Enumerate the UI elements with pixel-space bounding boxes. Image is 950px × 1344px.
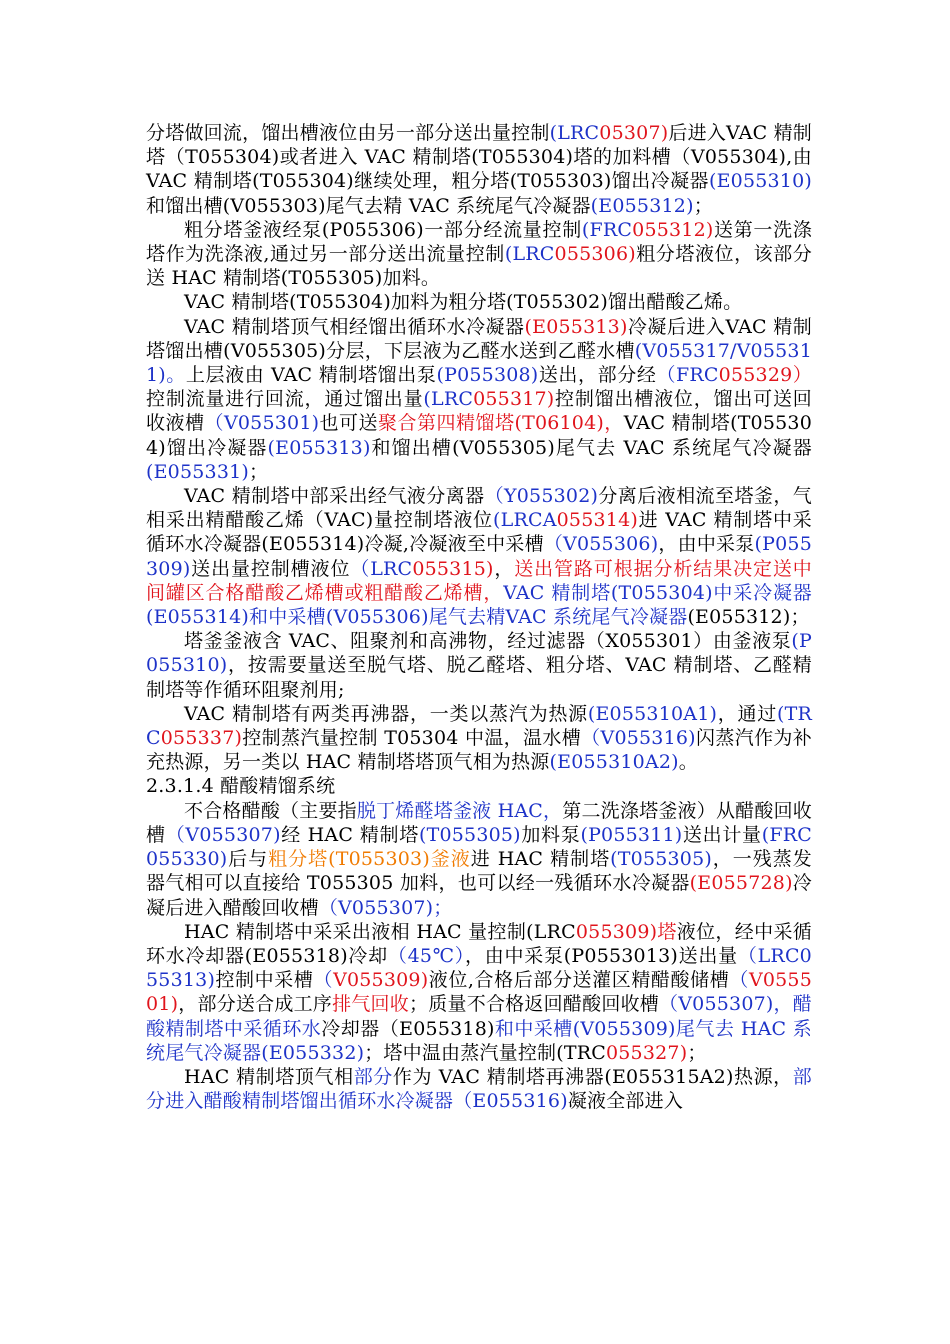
- text-run: 。: [678, 751, 698, 774]
- text-run: (FRC: [581, 218, 633, 241]
- text-run: 055306): [554, 243, 636, 266]
- text-run: (E055310A1): [587, 702, 718, 725]
- text-run: 凝液全部进入: [567, 1090, 684, 1113]
- text-run: 055317): [473, 388, 555, 411]
- text-run: （LRC: [350, 557, 413, 580]
- text-run: ；: [693, 194, 713, 217]
- text-run: 055329）: [718, 364, 813, 387]
- text-run: (E055313): [524, 315, 628, 338]
- text-run: ；质量不合格返回醋酸回收槽: [409, 993, 660, 1016]
- paragraph: [146, 218, 812, 291]
- text-run: (P055311): [580, 823, 683, 846]
- text-run: 05307): [599, 122, 669, 144]
- text-run: (P055310): [146, 630, 812, 677]
- text-run: 粗分塔(T055303)釜液: [268, 848, 471, 871]
- text-run: (V055317/V055311)。: [146, 339, 812, 387]
- text-run: (E055312)；: [687, 606, 810, 629]
- text-run: 也可送: [319, 412, 379, 435]
- text-run: 液位，经中采循环水冷却器(E055318)冷却: [146, 920, 813, 967]
- text-run: 第二洗涤塔釜液）从醋酸回收槽: [146, 799, 812, 846]
- text-run: 脱丁烯醛塔釜液 HAC，: [356, 799, 563, 822]
- text-run: (LRCA: [493, 509, 557, 532]
- text-run: 部分进入醋酸精制塔馏出循环水冷凝器（E055316): [146, 1065, 812, 1113]
- text-run: 控制馏出槽液位，馏出可送回收液槽: [146, 388, 812, 435]
- text-run: （V055306): [543, 533, 659, 556]
- text-run: 分塔做回流，馏出槽液位由另一部分送出量控制: [146, 122, 550, 144]
- text-run: HAC 精制塔中采采出液相 HAC 量控制(LRC: [184, 920, 576, 943]
- text-run: ，通过: [717, 702, 777, 725]
- text-run: （: [729, 969, 749, 992]
- text-run: 和馏出槽(V055303)尾气去精 VAC 系统尾气冷凝器: [146, 194, 591, 217]
- text-run: 055337): [160, 727, 243, 750]
- text-run: ；: [249, 460, 269, 483]
- text-run: 送出计量: [682, 823, 762, 846]
- text-run: 控制中采槽: [215, 969, 314, 992]
- text-run: ，由中采泵(P0553013)送出量: [465, 944, 738, 967]
- text-run: 和馏出槽(V055305)尾气去 VAC 系统尾气冷凝器: [370, 436, 812, 459]
- text-run: ，部分送合成工序: [178, 993, 333, 1016]
- text-run: 不合格醋酸（主要指: [184, 799, 357, 822]
- text-run: (E055331): [146, 460, 250, 483]
- text-run: (LRC: [549, 122, 600, 144]
- text-run: V055501): [146, 969, 813, 1016]
- paragraph: [146, 315, 812, 484]
- text-run: ；塔中温由蒸汽量控制(TRC: [364, 1041, 606, 1064]
- text-run: VAC 精制塔(T055304)加料为粗分塔(T055302)馏出醋酸乙烯。: [184, 291, 743, 314]
- text-run: 经 HAC 精制塔: [280, 823, 419, 846]
- text-run: (P055308): [436, 364, 539, 387]
- text-run: 液位,合格后部分送灌区精醋酸储槽: [428, 969, 730, 992]
- text-run: VAC 精制塔(T055304)馏出冷凝器: [146, 412, 813, 459]
- text-run: （45℃）: [387, 944, 466, 967]
- text-run: (E055310): [708, 170, 812, 193]
- text-run: 和中采槽(V055309)尾气去 HAC 系统尾气冷凝器(E055332): [146, 1017, 812, 1064]
- text-run: 后进入VAC 精制塔（T055304)或者进入 VAC 精制塔(T055304)塔的加料槽（V055304),由 VAC 精制塔(T055304)继续处理，粗分塔(T055303)馏出冷凝器: [146, 122, 813, 193]
- text-run: （V055307): [165, 823, 281, 846]
- text-run: 作为 VAC 精制塔再沸器(E055315A2)热源，: [392, 1065, 793, 1088]
- text-run: 055315): [412, 557, 494, 580]
- text-run: （LRC055313): [146, 944, 812, 992]
- text-run: 055312): [632, 218, 714, 241]
- document-body: [146, 121, 812, 1113]
- text-run: VAC 精制塔顶气相经馏出循环水冷凝器: [184, 315, 525, 338]
- text-run: 送出，部分经: [538, 364, 657, 387]
- text-run: (T055305): [610, 848, 713, 871]
- text-run: 排气回收: [332, 993, 410, 1016]
- text-run: VAC 精制塔(T055304)中采冷凝器(E055314)和中采槽(V055306)尾气去精VAC 系统尾气冷凝器: [146, 581, 812, 629]
- text-run: （V055307)；: [318, 896, 453, 919]
- text-run: (E055312): [590, 194, 694, 217]
- text-run: ，由中采泵: [658, 533, 755, 556]
- text-run: (E055728): [689, 872, 793, 895]
- text-run: （V055301): [204, 412, 320, 435]
- text-run: 分离后液相流至塔釜，气相采出精醋酸乙烯（VAC)量控制塔液位: [146, 485, 812, 532]
- text-run: 粗分塔釜液经泵(P055306)一部分经流量控制: [184, 218, 582, 241]
- text-run: VAC 精制塔有两类再沸器，一类以蒸汽为热源: [184, 702, 588, 725]
- text-run: VAC 精制塔中部采出经气液分离器: [184, 485, 485, 508]
- text-run: 后与: [227, 848, 269, 871]
- text-run: 冷却器（E055318): [321, 1017, 495, 1040]
- text-run: (FRC055330): [146, 823, 812, 871]
- text-run: 2.3.1.4 醋酸精馏系统: [146, 775, 336, 798]
- text-run: 冷凝后进入醋酸回收槽: [146, 872, 813, 919]
- text-run: 进 HAC 精制塔: [470, 848, 611, 871]
- text-run: 粗分塔液位，该部分送 HAC 精制塔(T055305)加料。: [146, 243, 812, 290]
- paragraph: [146, 702, 812, 775]
- paragraph: [146, 1065, 812, 1113]
- text-run: （V055316): [581, 727, 696, 750]
- text-run: (T055305): [418, 823, 521, 846]
- text-run: (LRC: [504, 243, 555, 266]
- paragraph: [146, 920, 812, 1065]
- text-run: 送第一洗涤塔作为洗涤液,通过另一部分送出流量控制: [146, 218, 812, 266]
- text-run: V055309): [333, 969, 429, 992]
- text-run: 控制蒸汽量控制 T05304 中温，温水槽: [242, 727, 582, 750]
- text-run: （FRC: [656, 364, 719, 387]
- text-run: 加料泵: [520, 823, 581, 846]
- text-run: ，: [493, 557, 515, 580]
- text-run: 上层液由 VAC 精制塔馏出泵: [185, 364, 437, 387]
- text-run: （V055307)，醋酸精制塔中采循环水: [146, 993, 812, 1040]
- text-run: 055309)塔: [575, 920, 677, 943]
- text-run: (P055309): [146, 533, 812, 580]
- text-run: ，按需要量送至脱气塔、脱乙醛塔、粗分塔、VAC 精制塔、乙醛精制塔等作循环阻聚剂用;: [146, 654, 812, 701]
- text-run: ，一残蒸发器气相可以直接给 T055305 加料，也可以经一残循环水冷凝器: [146, 848, 812, 895]
- text-run: 055314): [556, 509, 638, 532]
- section-heading: [146, 774, 812, 798]
- text-run: 控制流量进行回流，通过馏出量: [146, 388, 424, 411]
- text-run: (LRC: [423, 388, 474, 411]
- text-run: 部分: [353, 1065, 393, 1088]
- text-run: (TRC: [146, 702, 812, 750]
- text-run: 送出量控制槽液位: [190, 557, 351, 580]
- text-run: 闪蒸汽作为补充热源，另一类以 HAC 精制塔塔顶气相为热源: [146, 727, 812, 774]
- text-run: ；: [687, 1041, 707, 1064]
- text-run: （: [313, 969, 334, 992]
- text-run: 进 VAC 精制塔中采循环水冷凝器(E055314)冷凝,冷凝液至中采槽: [146, 509, 812, 556]
- text-run: HAC 精制塔顶气相: [184, 1065, 354, 1088]
- paragraph: [146, 121, 812, 218]
- text-run: 冷凝后进入VAC 精制塔馏出槽(V055305)分层，下层液为乙醛水送到乙醛水槽: [146, 315, 812, 362]
- paragraph: [146, 290, 812, 314]
- text-run: 塔釜釜液含 VAC、阻聚剂和高沸物，经过滤器（X055301）由釜液泵: [184, 630, 792, 653]
- paragraph: [146, 629, 812, 702]
- text-run: 055327): [605, 1041, 688, 1064]
- paragraph: [146, 799, 812, 920]
- paragraph: [146, 484, 812, 629]
- text-run: (E055313): [267, 436, 371, 459]
- text-run: 聚合第四精馏塔(T06104)，: [378, 412, 624, 435]
- text-run: （Y055302): [484, 485, 599, 508]
- text-run: 送出管路可根据分析结果决定送中间罐区合格醋酸乙烯槽或粗醋酸乙烯槽，: [146, 557, 812, 604]
- text-run: (E055310A2): [549, 751, 679, 774]
